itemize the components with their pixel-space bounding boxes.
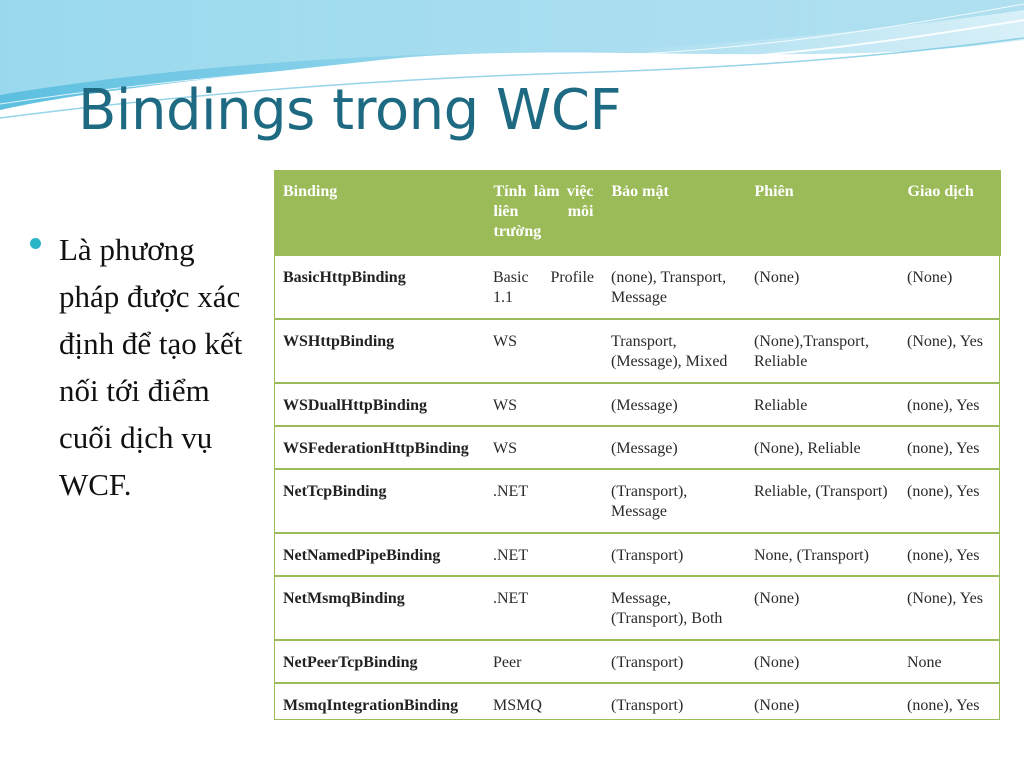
interop-cell: .NET bbox=[484, 576, 602, 640]
interop-cell: .NET bbox=[484, 533, 602, 576]
transaction-cell: (none), Yes bbox=[898, 469, 1000, 533]
security-cell: Transport, (Message), Mixed bbox=[602, 319, 745, 383]
security-cell: (Transport) bbox=[602, 683, 745, 725]
binding-name: NetMsmqBinding bbox=[274, 576, 484, 640]
table-row bbox=[274, 683, 1000, 725]
slide-title: Bindings trong WCF bbox=[78, 78, 622, 143]
interop-cell: WS bbox=[484, 319, 602, 383]
binding-name: NetNamedPipeBinding bbox=[274, 533, 484, 576]
binding-name: WSDualHttpBinding bbox=[274, 383, 484, 426]
header-binding: Binding bbox=[274, 170, 484, 255]
bindings-table-container bbox=[274, 170, 1000, 720]
table-row bbox=[274, 319, 1000, 383]
binding-name: WSFederationHttpBinding bbox=[274, 426, 484, 469]
binding-name: BasicHttpBinding bbox=[274, 255, 484, 319]
transaction-cell: (none), Yes bbox=[898, 426, 1000, 469]
table-row bbox=[274, 640, 1000, 683]
binding-name: NetTcpBinding bbox=[274, 469, 484, 533]
session-cell: None, (Transport) bbox=[745, 533, 898, 576]
interop-cell: WS bbox=[484, 426, 602, 469]
transaction-cell: (none), Yes bbox=[898, 683, 1000, 725]
transaction-cell: (None) bbox=[898, 255, 1000, 319]
interop-cell: .NET bbox=[484, 469, 602, 533]
header-interoperability: Tính làm việc liên môi trường bbox=[484, 170, 602, 255]
interop-cell: Basic Profile 1.1 bbox=[484, 255, 602, 319]
table-row bbox=[274, 576, 1000, 640]
header-session: Phiên bbox=[745, 170, 898, 255]
table-row bbox=[274, 426, 1000, 469]
security-cell: (Message) bbox=[602, 426, 745, 469]
transaction-cell: (None), Yes bbox=[898, 319, 1000, 383]
bullet-text: Là phương pháp được xác định để tạo kết nối tới điểm cuối dịch vụ WCF. bbox=[59, 232, 243, 502]
security-cell: Message, (Transport), Both bbox=[602, 576, 745, 640]
session-cell: (None),Transport, Reliable bbox=[745, 319, 898, 383]
session-cell: (None) bbox=[745, 255, 898, 319]
bindings-table bbox=[274, 170, 1001, 725]
interop-cell: Peer bbox=[484, 640, 602, 683]
session-cell: (None) bbox=[745, 640, 898, 683]
session-cell: (None) bbox=[745, 576, 898, 640]
security-cell: (none), Transport, Message bbox=[602, 255, 745, 319]
security-cell: (Message) bbox=[602, 383, 745, 426]
binding-name: WSHttpBinding bbox=[274, 319, 484, 383]
bullet-dot-icon bbox=[30, 238, 41, 249]
interop-cell: MSMQ bbox=[484, 683, 602, 725]
table-row bbox=[274, 533, 1000, 576]
binding-name: MsmqIntegrationBinding bbox=[274, 683, 484, 725]
transaction-cell: (none), Yes bbox=[898, 383, 1000, 426]
table-header-row bbox=[274, 170, 1000, 255]
interop-cell: WS bbox=[484, 383, 602, 426]
header-transaction: Giao dịch bbox=[898, 170, 1000, 255]
session-cell: Reliable, (Transport) bbox=[745, 469, 898, 533]
binding-name: NetPeerTcpBinding bbox=[274, 640, 484, 683]
transaction-cell: None bbox=[898, 640, 1000, 683]
session-cell: (None) bbox=[745, 683, 898, 725]
session-cell: Reliable bbox=[745, 383, 898, 426]
table-row bbox=[274, 469, 1000, 533]
security-cell: (Transport), Message bbox=[602, 469, 745, 533]
table-row bbox=[274, 383, 1000, 426]
session-cell: (None), Reliable bbox=[745, 426, 898, 469]
transaction-cell: (None), Yes bbox=[898, 576, 1000, 640]
transaction-cell: (none), Yes bbox=[898, 533, 1000, 576]
security-cell: (Transport) bbox=[602, 640, 745, 683]
security-cell: (Transport) bbox=[602, 533, 745, 576]
table-row bbox=[274, 255, 1000, 319]
header-security: Bảo mật bbox=[602, 170, 745, 255]
